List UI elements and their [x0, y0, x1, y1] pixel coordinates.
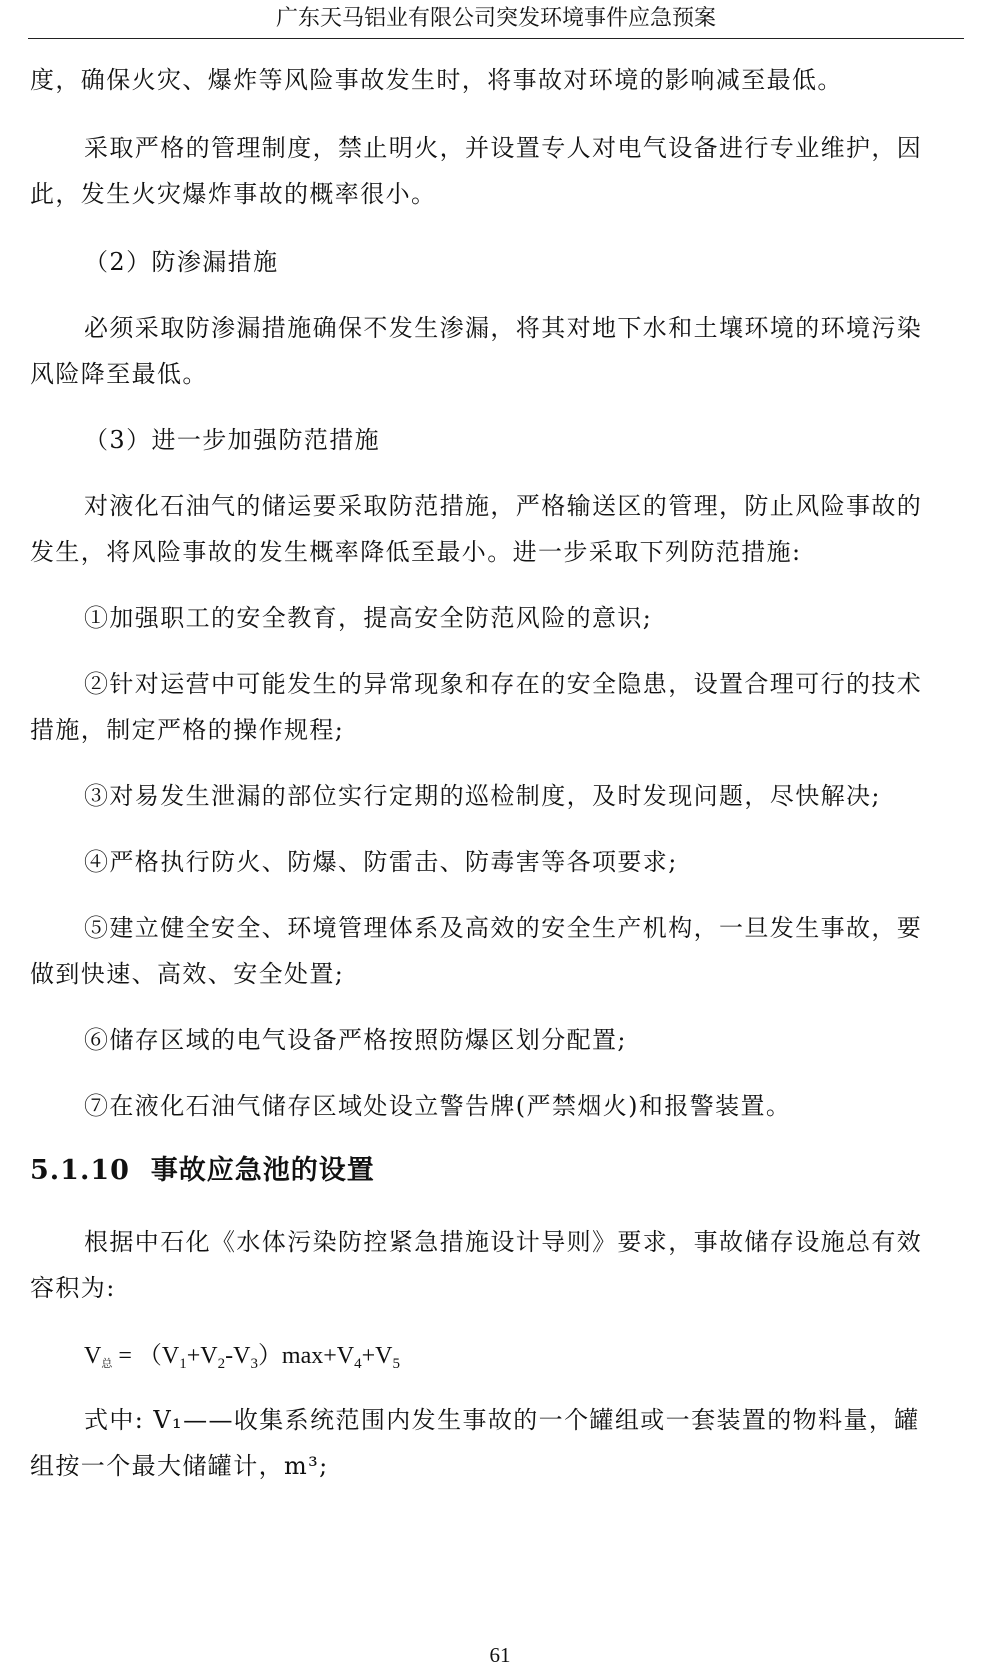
section-heading	[30, 1154, 375, 1188]
formula-sub-2: 2	[217, 1356, 226, 1372]
volume-formula	[84, 1340, 400, 1380]
paragraph-line: 容积为:	[30, 1274, 116, 1302]
list-item: ⑤建立健全安全、环境管理体系及高效的安全生产机构，一旦发生事故，要	[84, 914, 923, 942]
paragraph-line: 发生，将风险事故的发生概率降低至最小。进一步采取下列防范措施:	[30, 538, 802, 566]
subheading: （3）进一步加强防范措施	[84, 426, 381, 454]
paragraph-line: 对液化石油气的储运要采取防范措施，严格输送区的管理，防止风险事故的	[84, 492, 923, 520]
formula-eq: = （	[112, 1343, 162, 1369]
paragraph-line: 风险降至最低。	[30, 360, 208, 388]
formula-sub-total: 总	[101, 1358, 113, 1370]
formula-v1: V	[161, 1343, 180, 1369]
formula-sub-3: 3	[250, 1356, 258, 1372]
running-header	[28, 0, 964, 39]
paragraph-line: 组按一个最大储罐计，m³;	[30, 1452, 329, 1480]
header-title: 广东天马铝业有限公司突发环境事件应急预案	[275, 6, 716, 31]
list-item: ③对易发生泄漏的部位实行定期的巡检制度，及时发现问题，尽快解决;	[84, 782, 881, 810]
list-item: ④严格执行防火、防爆、防雷击、防毒害等各项要求;	[84, 848, 678, 876]
formula-sub-5: 5	[392, 1356, 400, 1372]
list-item: ⑥储存区域的电气设备严格按照防爆区划分配置;	[84, 1026, 627, 1054]
list-item-continuation: 措施，制定严格的操作规程;	[30, 716, 345, 744]
formula-plus-v2: +V	[186, 1343, 218, 1369]
formula-sub-1: 1	[179, 1356, 187, 1372]
paragraph-line: 此，发生火灾爆炸事故的概率很小。	[30, 180, 437, 208]
list-item: ①加强职工的安全教育，提高安全防范风险的意识;	[84, 604, 653, 632]
paragraph-line: 度，确保火灾、爆炸等风险事故发生时，将事故对环境的影响减至最低。	[30, 66, 843, 94]
formula-minus-v3: -V	[225, 1343, 251, 1369]
subheading: （2）防渗漏措施	[84, 248, 279, 276]
paragraph-line: 式中: V₁——收集系统范围内发生事故的一个罐组或一套装置的物料量，罐	[84, 1406, 920, 1434]
list-item: ⑦在液化石油气储存区域处设立警告牌(严禁烟火)和报警装置。	[84, 1092, 792, 1120]
formula-plus-v5: +V	[361, 1343, 393, 1369]
list-item-continuation: 做到快速、高效、安全处置;	[30, 960, 345, 988]
paragraph-line: 必须采取防渗漏措施确保不发生渗漏，将其对地下水和土壤环境的环境污染	[84, 314, 923, 342]
page-number: 61	[489, 1643, 511, 1667]
paragraph-line: 采取严格的管理制度，禁止明火，并设置专人对电气设备进行专业维护，因	[84, 134, 923, 162]
list-item: ②针对运营中可能发生的异常现象和存在的安全隐患，设置合理可行的技术	[84, 670, 923, 698]
section-title: 事故应急池的设置	[150, 1155, 375, 1186]
formula-max-v4: ）max+V	[257, 1343, 355, 1369]
formula-v: V	[84, 1343, 102, 1369]
section-number: 5.1.10	[30, 1155, 130, 1186]
formula-sub-4: 4	[354, 1356, 362, 1372]
paragraph-line: 根据中石化《水体污染防控紧急措施设计导则》要求，事故储存设施总有效	[84, 1228, 923, 1256]
